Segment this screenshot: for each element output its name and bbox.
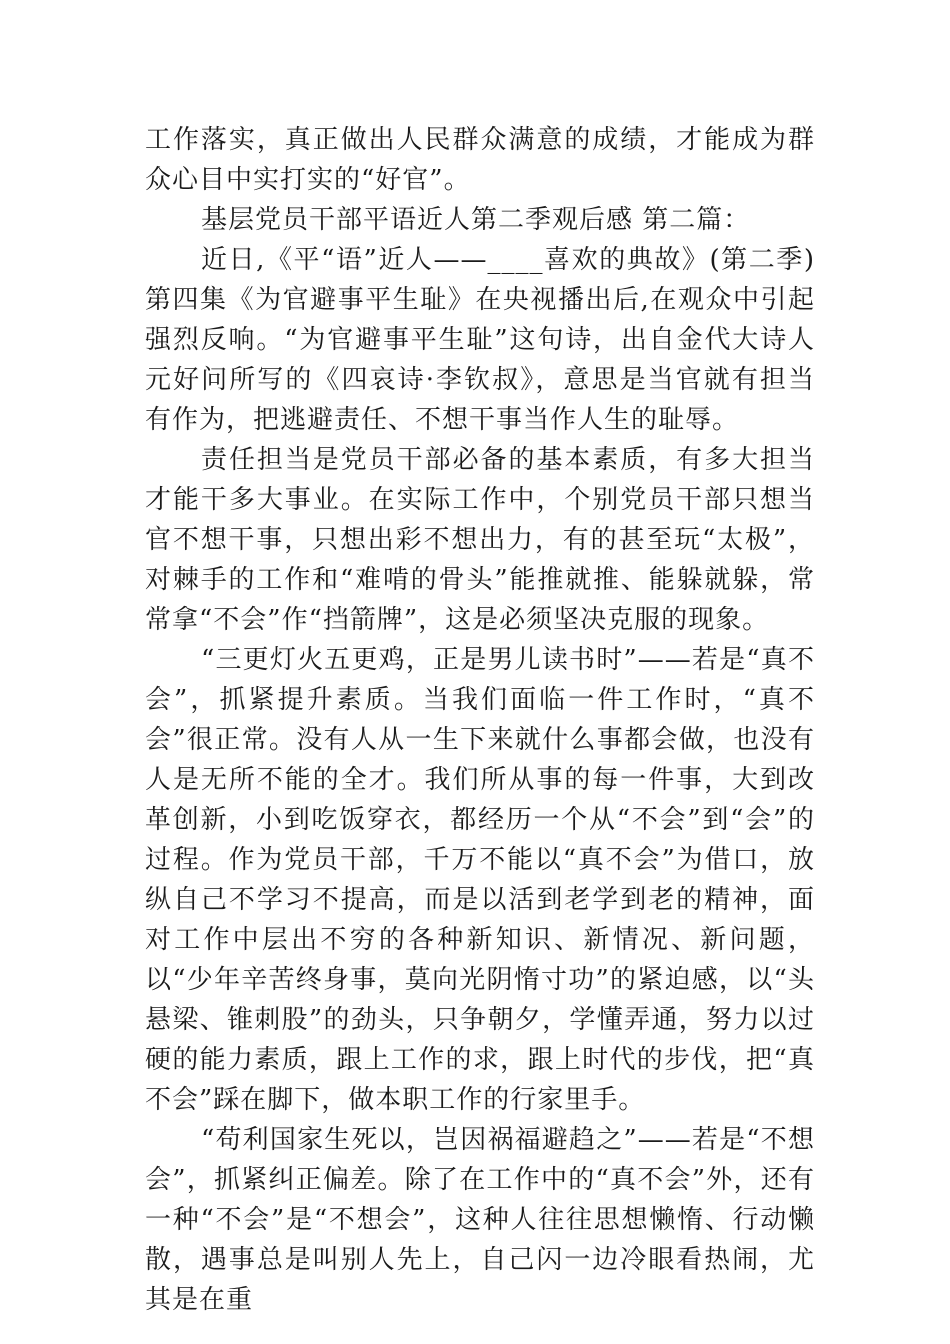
paragraph-responsibility: 责任担当是党员干部必备的基本素质，有多大担当才能干多大事业。在实际工作中，个别党员干部只想当官不想干事，只想出彩不想出力，有的甚至玩“太极”，对棘手的工作和“难啃的骨头”能推就推、能躲就躲，常常拿“不会”作“挡箭牌”，这是必须坚决克服的现象。 [145, 445, 815, 635]
paragraph-intro: 近日,《平“语”近人——____喜欢的典故》(第二季)第四集《为官避事平生耻》在央视播出后,在观众中引起强烈反响。“为官避事平生耻”这句诗，出自金代大诗人元好问所写的《四哀诗·李钦叔》，意思是当官就有担当有作为，把逃避责任、不想干事当作人生的耻辱。 [145, 245, 815, 435]
document-page [145, 120, 815, 1320]
paragraph-true-cannot: “三更灯火五更鸡，正是男儿读书时”——若是“真不会”，抓紧提升素质。当我们面临一件工作时，“真不会”很正常。没有人从一生下来就什么事都会做，也没有人是无所不能的全才。我们所从事的每一件事，大到改革创新，小到吃饭穿衣，都经历一个从“不会”到“会”的过程。作为党员干部，千万不能以“真不会”为借口，放纵自己不学习不提高，而是以活到老学到老的精神，面对工作中层出不穷的各种新知识、新情况、新问题，以“少年辛苦终身事，莫向光阴惰寸功”的紧迫感，以“头悬梁、锥刺股”的劲头，只争朝夕，学懂弄通，努力以过硬的能力素质，跟上工作的求，跟上时代的步伐，把“真不会”踩在脚下，做本职工作的行家里手。 [145, 645, 815, 1115]
paragraph-continuation: 工作落实，真正做出人民群众满意的成绩，才能成为群众心目中实打实的“好官”。 [145, 125, 815, 195]
paragraph-not-want: “苟利国家生死以，岂因祸福避趋之”——若是“不想会”，抓紧纠正偏差。除了在工作中的“真不会”外，还有一种“不会”是“不想会”，这种人往往思想懒惰、行动懒散，遇事总是叫别人先上，自己闪一边冷眼看热闹，尤其是在重 [145, 1125, 815, 1315]
section-heading: 基层党员干部平语近人第二季观后感 第二篇： [201, 205, 751, 235]
